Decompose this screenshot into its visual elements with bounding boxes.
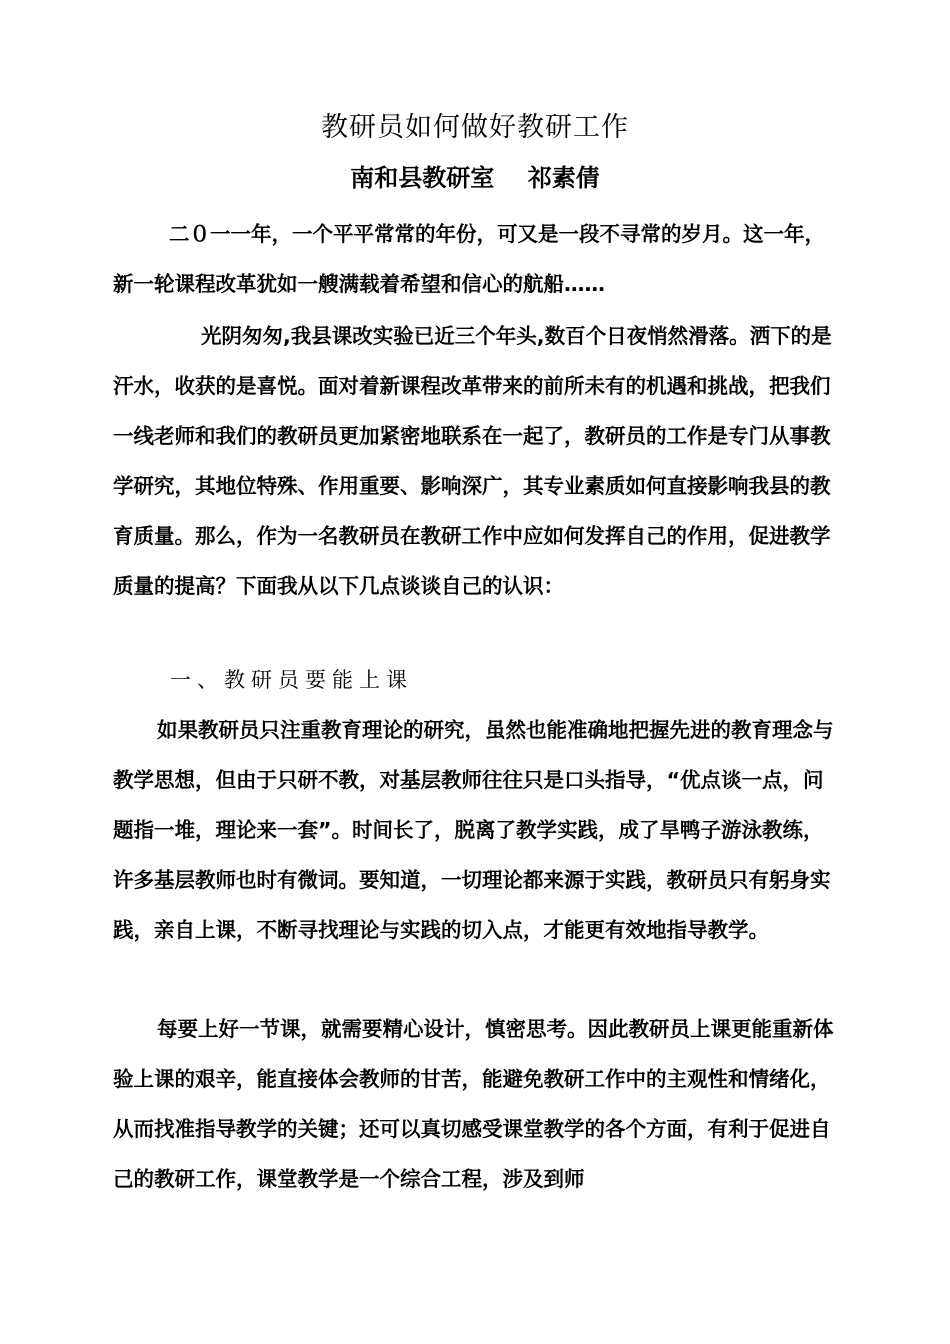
section-paragraph: 每要上好一节课，就需要精心设计，慎密思考。因此教研员上课更能重新体验上课的艰辛，能直接体会教师的甘苦，能避免教研工作中的主观性和情绪化，从而找准指导教学的关键；还可以真切感受课堂教学的各个方面，有利于促进自己的教研工作，课堂教学是一个综合工程，涉及到师 <box>113 1017 834 1191</box>
section-heading: 一、教研员要能上课 <box>170 668 413 692</box>
document-title: 教研员如何做好教研工作 <box>321 112 629 143</box>
intro-paragraph: 二０一一年，一个平平常常的年份，可又是一段不寻常的岁月。这一年，新一轮课程改革犹如一艘满载着希望和信心的航船…… <box>113 222 825 296</box>
section-paragraph: 如果教研员只注重教育理论的研究，虽然也能准确地把握先进的教育理念与教学思想，但由于只研不教，对基层教师往往只是口头指导，“优点谈一点，问题指一堆，理论来一套”。时间长了，脱离了教学实践，成了旱鸭子游泳教练，许多基层教师也时有微词。要知道，一切理论都来源于实践，教研员只有躬身实践，亲自上课，不断寻找理论与实践的切入点，才能更有效地指导教学。 <box>113 718 834 942</box>
body-paragraph: 光阴匆匆,我县课改实验已近三个年头,数百个日夜悄然滑落。洒下的是汗水，收获的是喜悦。面对着新课程改革带来的前所未有的机遇和挑战，把我们一线老师和我们的教研员更加紧密地联系在一起了，教研员的工作是专门从事教学研究，其地位特殊、作用重要、影响深广，其专业素质如何直接影响我县的教育质量。那么，作为一名教研员在教研工作中应如何发挥自己的作用，促进教学质量的提高？下面我从以下几点谈谈自己的认识： <box>113 324 832 598</box>
author-line: 南和县教研室 祁素倩 <box>350 164 600 192</box>
